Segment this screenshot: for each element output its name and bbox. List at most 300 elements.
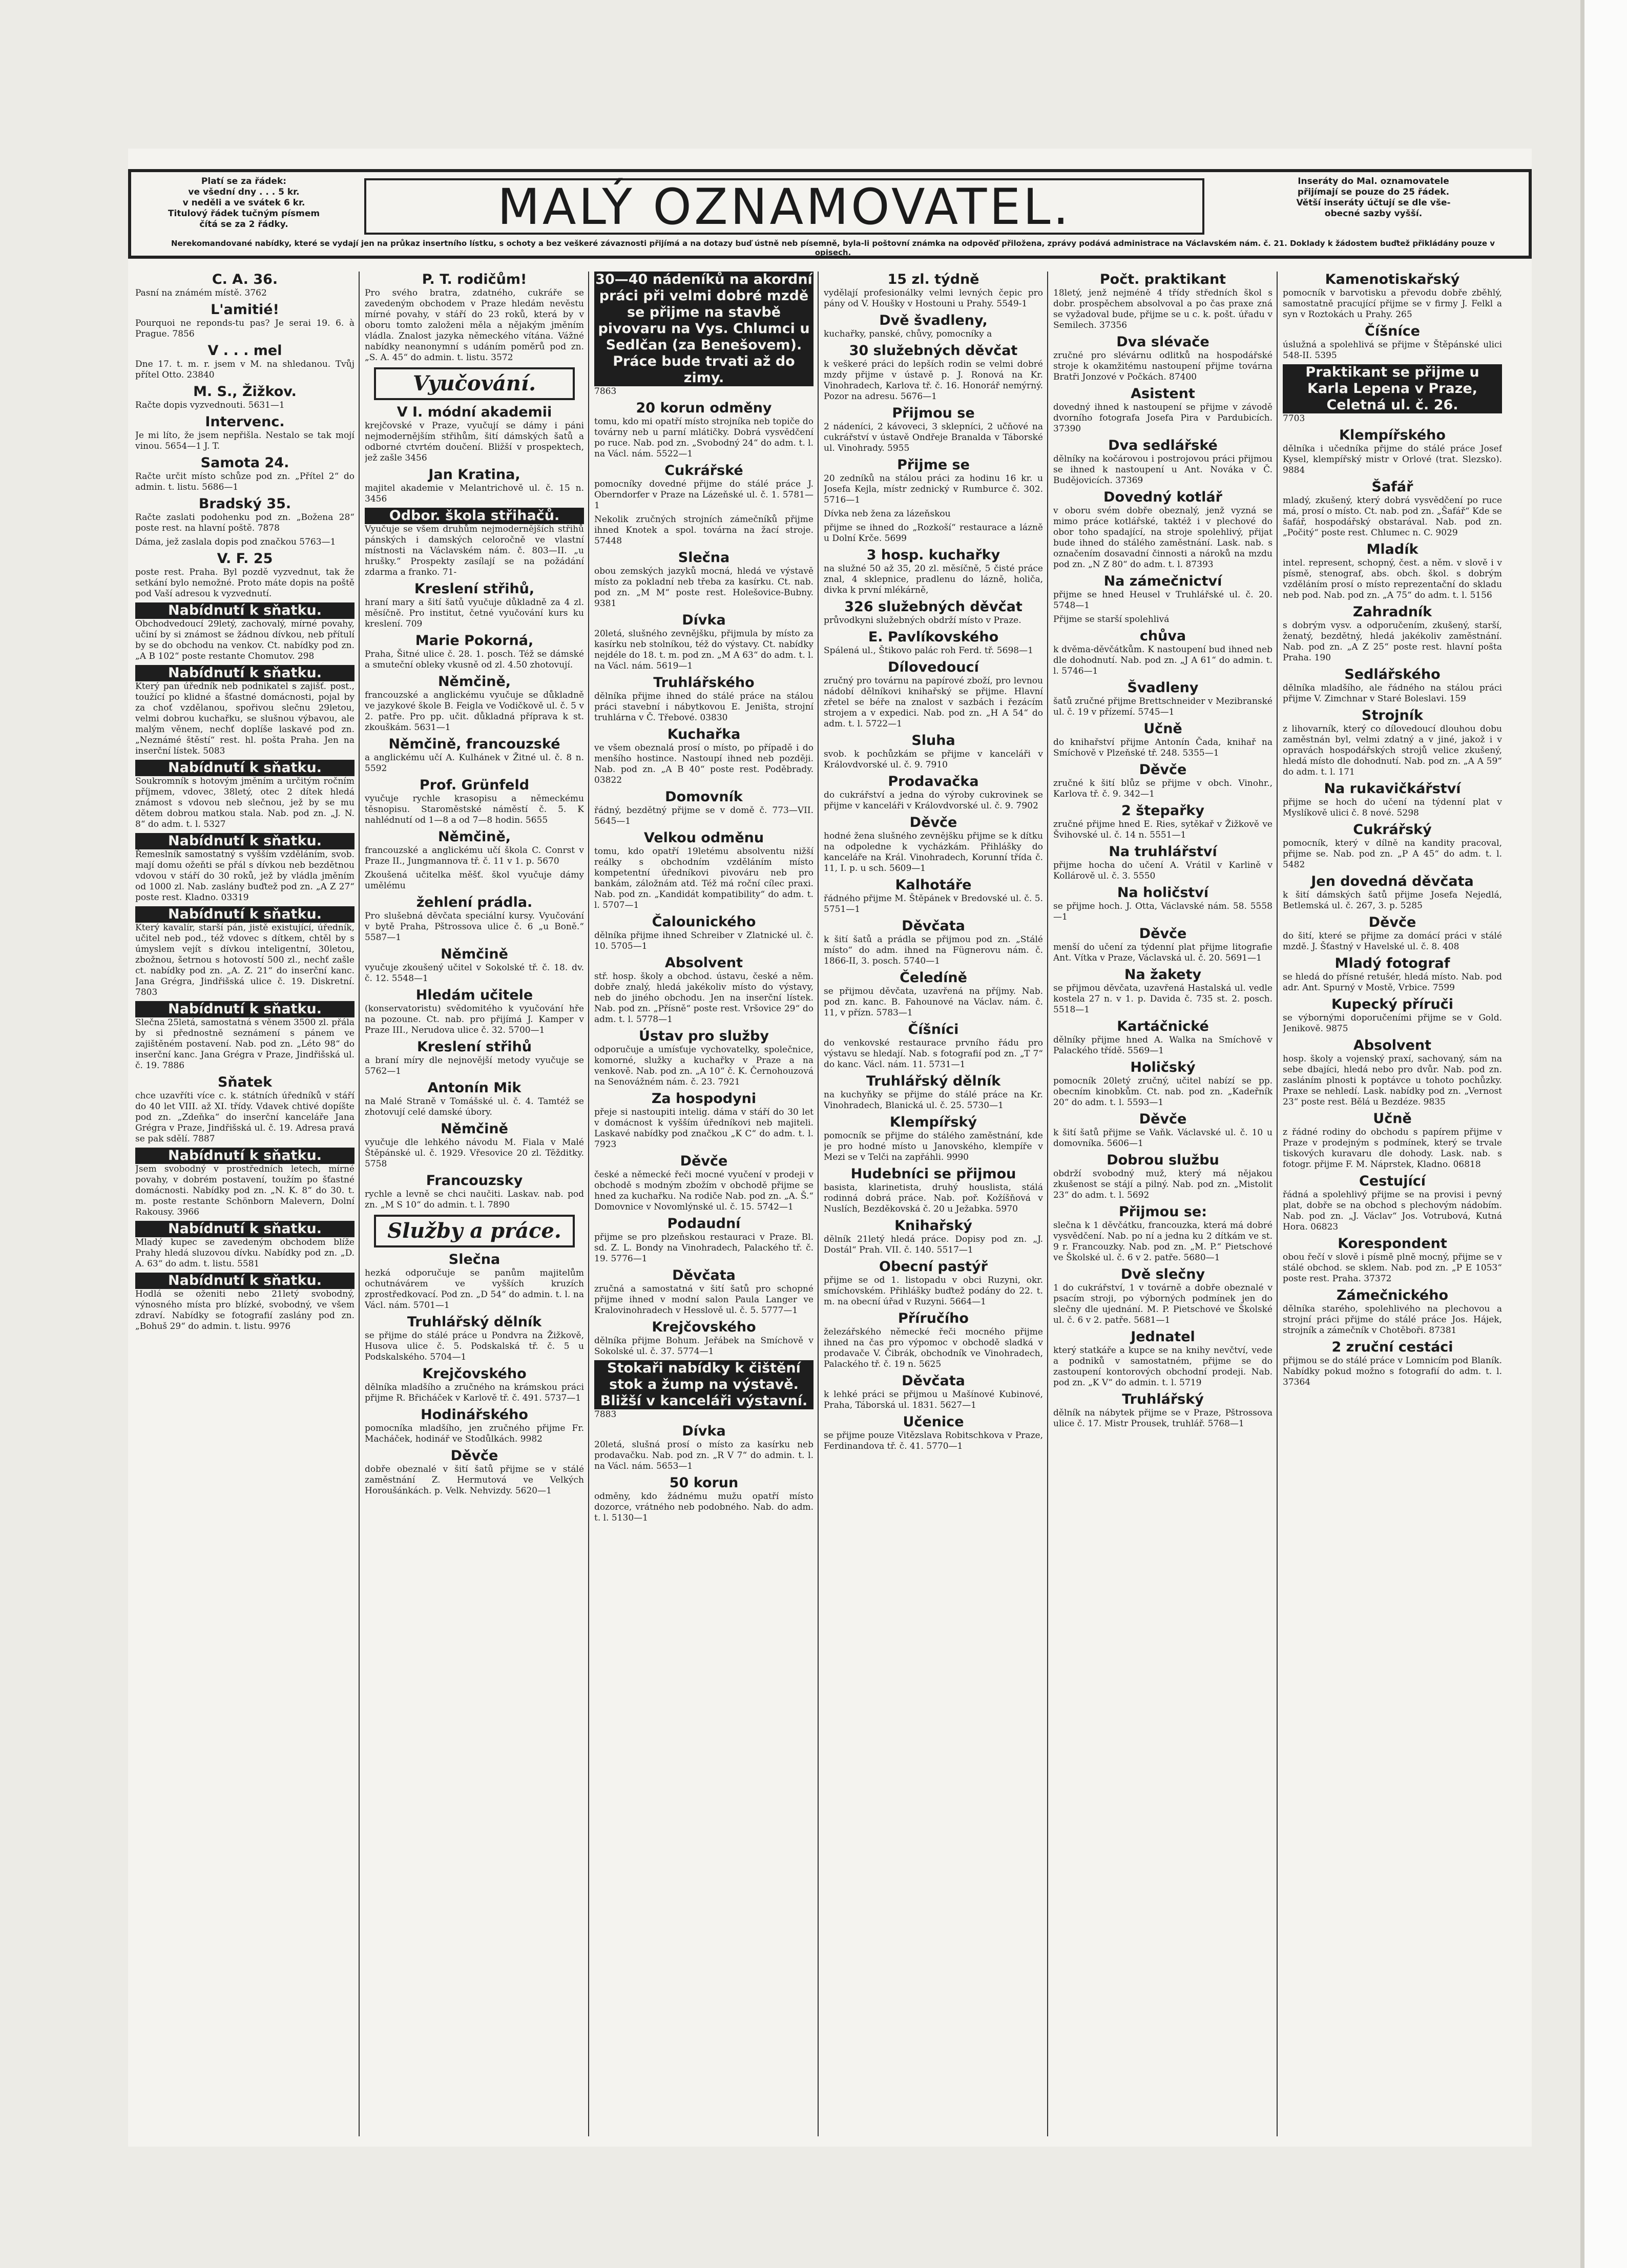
ad-heading: Přijmou se:	[1118, 1204, 1207, 1220]
classified-ad	[824, 877, 1043, 915]
ad-text: Nekolik zručných strojních zámečníků přijme ihned Knotek a spol. továrna na žací stroje. 57448	[594, 514, 814, 546]
ad-heading: Marie Pokorná,	[415, 633, 534, 649]
ad-heading: Na holičství	[1117, 885, 1209, 901]
ad-heading: Strojník	[1362, 708, 1423, 723]
ad-heading: Klempířského	[1339, 427, 1446, 443]
ad-text: z lihovarník, který co dílovedoucí dlouhou dobu zaměstnán byl, velmi zdatný a v jiné, jakož i v opravách hospodářských strojů velice zkušený, hledá místo dle dohodnutí. Nab. pod zn. „A A 59“ do adm. t. l. 171	[1283, 724, 1502, 777]
classified-ad	[1053, 967, 1273, 1015]
classified-ad	[135, 665, 354, 757]
classified-ad	[1283, 427, 1502, 476]
ad-heading: Dva sedlářské	[1108, 438, 1218, 453]
ad-text: pomocník, který v dílně na kandity pracoval, přijme se. Nab. pod zn. „P A 45“ do adm. t. l. 5482	[1283, 838, 1502, 870]
ad-text: 7883	[594, 1409, 617, 1420]
ad-text: intel. represent, schopný, čest. a něm. v slově i v písmě, stenograf, abs. obch. škol. s dobrým vzděláním prosí o místo reprezentační do skladu neb pod. Nab. pod zn. „A 75“ do adm. t. l. 5156	[1283, 558, 1502, 600]
ad-heading: Němčině	[441, 1121, 508, 1137]
ad-heading: Truhlářský dělník	[866, 1073, 1001, 1089]
classified-ad	[1283, 479, 1502, 538]
ad-text: rychle a levně se chci naučiti. Laskav. nab. pod zn. „M S 10“ do admin. t. l. 7890	[365, 1189, 584, 1210]
classified-ad	[824, 815, 1043, 874]
ad-heading: Zámečnického	[1336, 1287, 1449, 1303]
ad-heading: Kreslení střihů,	[414, 581, 535, 597]
ad-heading: Přijme se	[897, 457, 970, 473]
ad-heading: Děvče	[1139, 926, 1187, 942]
classified-ad	[824, 970, 1043, 1018]
classified-ad	[365, 870, 584, 891]
ad-heading: Sluha	[911, 733, 955, 748]
ad-heading: Francouzsky	[426, 1173, 523, 1189]
ad-text: přijmou se do stálé práce v Lomnicím pod Blaník. Nabídky pokud možno s fotografií do adm. t. l. 37364	[1283, 1356, 1502, 1387]
ad-text: vyučuje rychle krasopisu a německému těsnopisu. Staroměstské náměstí č. 5. K nahlédnutí od 1—8 a od 7—8 hodin. 5655	[365, 794, 584, 825]
classified-ad	[1283, 955, 1502, 993]
ad-text: dělníka přijme ihned Schreiber v Zlatnické ul. č. 10. 5705—1	[594, 930, 814, 951]
ad-heading: Ústav pro služby	[639, 1028, 769, 1044]
ad-text: stř. hosp. školy a obchod. ústavu, české a něm. dobře znalý, hledá jakékoliv místo do výstavy, neb do jiného obchodu. Jen na inserční lístek. Nab. pod zn. „Přísně“ poste rest. Vršovice 29“ do adm. t. l. 5778—1	[594, 971, 814, 1025]
ad-heading: Hledám učitele	[415, 987, 533, 1003]
ad-heading: Hodinářského	[421, 1407, 528, 1423]
classified-ad	[135, 455, 354, 493]
ad-heading: Bradský 35.	[198, 496, 291, 512]
ad-text: se přijme hoch. J. Otta, Václavské nám. 58. 5558—1	[1053, 901, 1273, 922]
ad-heading: Hudebníci se přijmou	[850, 1166, 1016, 1182]
ad-text: Soukromník s hotovým jměním a určitým ročním příjmem, vdovec, 38letý, otec 2 dítek hledá známost s vdovou neb slečnou, jež by se mu dětem dobrou matkou stala. Nab. pod zn. „J. N. 8“ do adm. t. l. 5327	[135, 776, 354, 829]
ad-text: Zkoušená učitelka měšť. škol vyučuje dámy umělému	[365, 870, 584, 891]
column-divider	[588, 272, 589, 2136]
ad-text: železářského německé řeči mocného přijme ihned na čas pro výpomoc v obchodě sladká v prodavače V. Čibrák, obchodník ve Vinohradech, Palackého tř. č. 19 n. 5625	[824, 1327, 1043, 1369]
ad-text: Který kavalír, starší pán, jistě existující, úředník, učitel neb pod., též vdovec s dítkem, chtěl by s úmyslem vejít s dívkou inteligentní, 30letou, zbožnou, šetrnou s hotovostí 500 zl., nechť zašle ct. nabídky pod zn. „A. Z. 21“ do inserční kanc. Jana Grégra, Jindřišská ulice č. 19. Diskretní. 7803	[135, 923, 354, 997]
ad-heading: Knihařský	[894, 1218, 972, 1234]
ad-heading: Slečna	[448, 1252, 500, 1267]
ad-text: úslužná a spolehlivá se přijme v Štěpánské ulici 548-II. 5395	[1283, 340, 1502, 361]
ad-heading: Děvčata	[902, 1373, 965, 1389]
ad-heading: Klempířský	[889, 1114, 977, 1130]
classified-ad	[1053, 438, 1273, 486]
ad-text: mladý, zkušený, který dobrá vysvědčení po ruce má, prosí o místo. Ct. nab. pod zn. „Šafář“ Kde se šafář, hospodářský obstarával. Nab. pod zn. „Počitý“ poste rest. Chlumec n. C. 9029	[1283, 495, 1502, 538]
classified-ad	[365, 777, 584, 826]
classified-ad	[1283, 708, 1502, 778]
ad-heading: Kupecký příruči	[1331, 996, 1453, 1012]
ad-text: menší do učení za týdenní plat přijme litografie Ant. Vítka v Praze, Václavská ul. č. 20. 5691—1	[1053, 942, 1273, 963]
ad-heading: Mladý fotograf	[1334, 955, 1450, 971]
ad-text: se přijmou děvčata, uzavřená Hastalská ul. vedle kostela 27 n. v 1. p. Davida č. 735 st. 2. posch. 5518—1	[1053, 983, 1273, 1015]
ad-text: pomocník 20letý zručný, učitel nabízí se pp. obecním kinobkům. Ct. nab. pod zn. „Kadeřník 20“ do adm. t. l. 5593—1	[1053, 1076, 1273, 1108]
ad-heading: Děvče	[1139, 762, 1187, 778]
ad-text: pomocníka mladšího, jen zručného přijme Fr. Macháček, hodinář ve Stodůlkách. 9982	[365, 1423, 584, 1444]
classified-ad	[594, 675, 814, 723]
ad-text: tomu, kdo mi opatří místo strojníka neb topiče do továrny neb u parní mlátičky. Dobrá vysvědčení po ruce. Nab. pod zn. „Svobodný 24“ do adm. t. l. na Václ. nám. 5522—1	[594, 417, 814, 459]
classified-ad	[594, 1216, 814, 1264]
classified-ad	[1283, 996, 1502, 1034]
ad-text: dělníky přijme hned A. Walka na Smíchově v Palackého třídě. 5569—1	[1053, 1035, 1273, 1056]
ad-heading: 50 korun	[669, 1475, 739, 1491]
ad-text: slečna k 1 děvčátku, francouzka, která má dobré vysvědčení. Nab. po ní a jedna ku 2 dítkám ve st. 9 r. Francouzky. Nab. pod zn. „M. P.“ Pietschové ve Školské ul. č. 6 v 2. patře. 5680—1	[1053, 1220, 1273, 1263]
classified-ad	[594, 830, 814, 911]
classified-ad	[1053, 1018, 1273, 1056]
classified-ad	[1053, 885, 1273, 923]
classified-ad	[365, 946, 584, 984]
ad-text: dělník na nábytek přijme se v Praze, Pštrossova ulice č. 17. Mistr Prousek, truhlář. 5768—1	[1053, 1408, 1273, 1429]
ad-text: se přijme do stálé práce u Pondvra na Žižkově, Husova ulice č. 5. Podskalská tř. č. 5 u Podskalského. 5704—1	[365, 1330, 584, 1362]
ad-heading: Cestující	[1359, 1173, 1426, 1189]
ad-text: Dáma, jež zaslala dopis pod značkou 5763—1	[135, 537, 336, 547]
ad-text: pomocníky dovedné přijme do stálé práce J. Oberndorfer v Praze na Lázeňské ul. č. 1. 5781—1	[594, 479, 814, 511]
classified-ad	[594, 1475, 814, 1524]
ad-heading: Nabídnutí k sňatku.	[135, 833, 354, 849]
classified-ad	[365, 1448, 584, 1496]
ad-heading: Počt. praktikant	[1099, 272, 1226, 287]
ad-text: dělníka i učedníka přijme do stálé práce Josef Kysel, klempířský mistr v Orlové (trat. Slezsko). 9884	[1283, 444, 1502, 475]
classified-ad	[135, 906, 354, 998]
classified-ad	[824, 774, 1043, 812]
classified-ad	[824, 1373, 1043, 1411]
classified-ad	[365, 581, 584, 630]
ad-heading: V I. módní akademii	[397, 404, 552, 420]
ad-heading: Domovník	[665, 789, 743, 805]
ad-text: hraní mary a šití šatů vyučuje důkladně za 4 zl. měsíčně. Pro institut, četné vyučování kurs ku kreslení. 709	[365, 597, 584, 629]
classified-ad	[824, 457, 1043, 506]
ad-heading: Holičský	[1130, 1059, 1196, 1075]
ad-text: francouzské a anglickému učí škola C. Conrst v Praze II., Jungmannova tř. č. 11 v 1. p. 5670	[365, 845, 584, 866]
ad-text: k lehké práci se přijmou u Mašínové Kubinové, Praha, Táborská ul. 1831. 5627—1	[824, 1389, 1043, 1410]
ad-text: a anglickému učí A. Kulhánek v Žitné ul. č. 8 n. 5592	[365, 753, 584, 774]
masthead	[128, 169, 1532, 259]
ad-heading: Za hospodyni	[651, 1091, 757, 1107]
ad-heading: Švadleny	[1127, 680, 1199, 696]
classified-ad	[365, 467, 584, 505]
ad-text: 7863	[594, 386, 617, 397]
classified-ad	[594, 726, 814, 786]
ad-text: Jsem svobodný v prostředních letech, mírné povahy, v dobrém postavení, toužím po šťastné domácnosti. Nabídky pod zn. „N. K. 8“ do 30. t. m. poste restante Schönborn Malevern, Dolní Rakousy. 3966	[135, 1164, 354, 1217]
classified-ad	[1283, 1111, 1502, 1170]
ad-text: k šití šatů a prádla se přijmou pod zn. „Stálé místo“ do adm. ihned na Fügnerovu nám. č. 1866-II, 3. posch. 5740—1	[824, 934, 1043, 966]
ad-text: přijme se pro plzeňskou restauraci v Praze. Bl. sd. Z. L. Bondy na Vinohradech, Palackého tř. č. 19. 5776—1	[594, 1232, 814, 1264]
ad-heading: Prof. Grünfeld	[419, 777, 530, 793]
ad-text: se přijmou děvčata, uzavřená na příjmy. Nab. pod zn. kanc. B. Fahounové na Václav. nám. č. 11, v přízn. 5783—1	[824, 986, 1043, 1018]
ad-heading: Krejčovského	[652, 1319, 756, 1335]
classified-ad	[824, 1414, 1043, 1452]
classified-ad	[135, 414, 354, 452]
classified-ad	[824, 599, 1043, 626]
classified-ad	[1283, 1173, 1502, 1233]
ad-heading: Mladík	[1366, 542, 1419, 557]
classified-ad	[1283, 667, 1502, 704]
classified-ad	[1053, 721, 1273, 759]
classified-ad	[1053, 1391, 1273, 1429]
ad-heading: Nabídnutí k sňatku.	[135, 665, 354, 681]
ad-heading: chůva	[1139, 628, 1186, 644]
classified-ad	[1053, 1329, 1273, 1388]
ad-heading: 2 zruční cestáci	[1331, 1339, 1453, 1355]
classified-ad	[594, 1091, 814, 1150]
classified-ad	[1053, 680, 1273, 718]
classified-ad	[1053, 1266, 1273, 1326]
ad-text: se výbornými doporučeními přijme se v Gold. Jenikově. 9875	[1283, 1013, 1502, 1034]
classified-ad	[594, 955, 814, 1025]
ad-heading: Dovedný kotlář	[1103, 489, 1222, 505]
masthead-note: Nerekomandované nabídky, které se vydají jen na průkaz insertního lístku, s ochoty a bez veškeré závaznosti přijímá a na dotazy buď ústně neb písemně, byla-li poštovní známka na odpověď přiložena, zprávy podává administrace na Václavském nám. č. 21. Doklady k žádostem buďtež přikládány pouze v opisech.	[171, 239, 1495, 257]
classified-ad	[1053, 386, 1273, 434]
ad-heading: Jan Kratina,	[428, 467, 520, 483]
ad-text: na Malé Straně v Tomášské ul. č. 4. Tamtéž se zhotovují celé damské úbory.	[365, 1096, 584, 1117]
ad-text: dělníka mladšího a zručného na krámskou práci přijme R. Břicháček v Karlově tř. č. 491. 5737—1	[365, 1382, 584, 1403]
classified-ad	[365, 1039, 584, 1077]
classified-ad	[1283, 781, 1502, 819]
ad-text: 1 do cukrářství, 1 v továrně a dobře obeznalé v psacím stroji, po výborných podmínek jen do slečny dle ujednání. M. P. Pietschové ve Školské ul. č. 6 v 2. patře. 5681—1	[1053, 1283, 1273, 1325]
column-divider	[359, 272, 360, 2136]
classified-ad	[824, 733, 1043, 771]
ad-heading: Čalounického	[652, 914, 756, 930]
ad-text: zručný pro továrnu na papírové zboží, pro levnou nádobí dělníkovi knihařský se přijme. Hlavní zřetel se béře na znalost v sazbách i řezácím strojem a v expedici. Nab. pod zn. „H A 54“ do adm. t. l. 5722—1	[824, 676, 1043, 729]
classified-ad	[1283, 1339, 1502, 1388]
ad-heading: V . . . mel	[207, 343, 282, 359]
ad-heading: Dívka	[682, 612, 726, 628]
ad-text: 20letá, slušná prosí o místo za kasírku neb prodavačku. Nab. pod zn. „R V 7“ do admin. t. l. na Václ. nám. 5653—1	[594, 1440, 814, 1471]
ad-text: krejčovské v Praze, vyučují se dámy i páni nejmodernějším střihům, šití dámských šatů a odborné ctvrtém doučení. Bližší v prospektech, jež zašle 3456	[365, 421, 584, 463]
ad-text: k dvěma-děvčátkům. K nastoupení bud ihned neb dle dohodnutí. Nab. pod zn. „J A 61“ do admin. t. l. 5746—1	[1053, 644, 1273, 676]
classified-ad	[824, 659, 1043, 730]
classified-ad	[1053, 1152, 1273, 1201]
classified-ad	[1053, 614, 1273, 625]
ad-heading: Samota 24.	[200, 455, 289, 471]
classified-ad	[824, 509, 1043, 519]
ad-text: hosp. školy a vojenský praxí, sachovaný, sám na sebe dbajíci, hledá nebo pro dvůr. Nab. pod zn. zasláním plnosti k poptávce u tohoto pochůzky. Praxe se nehledí. Lask. nabídky pod zn. „Vernost 23“ poste rest. Bělá u Bezdéze. 9835	[1283, 1054, 1502, 1107]
classified-ad	[135, 537, 354, 548]
classified-ad	[135, 1001, 354, 1071]
ad-text: francouzské a anglickému vyučuje se důkladně ve jazykové škole B. Feigla ve Vodičkově ul. č. 5 v 2. patře. Pro pp. učit. důkladná příprava k st. zkouškám. 5631—1	[365, 690, 584, 733]
ad-heading: Dvě švadleny,	[879, 313, 988, 328]
classified-ad	[824, 1310, 1043, 1370]
classified-ad	[594, 514, 814, 547]
classified-ad	[824, 1259, 1043, 1307]
ad-text: Račte zaslati podohenku pod zn. „Božena 28“ poste rest. na hlavní poště. 7878	[135, 512, 354, 533]
ad-heading: Děvče	[680, 1153, 728, 1169]
ad-heading: C. A. 36.	[212, 272, 278, 287]
classified-ad	[135, 343, 354, 381]
classified-ad	[1053, 573, 1273, 611]
classified-ad	[135, 496, 354, 534]
classified-ad	[1053, 1204, 1273, 1263]
ad-text: Pasní na známém místě. 3762	[135, 288, 267, 298]
ad-text: české a německé řeči mocné vyučení v prodeji v obchodě s modným zbožím v obchodě přijme se hned za kuchařku. Na rodiče Nab. pod zn. „A. Š.“ Domovnice v Novomlýnské ul. č. 15. 5742—1	[594, 1170, 814, 1212]
classified-ad	[135, 551, 354, 599]
ad-heading: Sňatek	[217, 1074, 273, 1090]
ad-heading: Jen dovedná děvčata	[1311, 873, 1474, 889]
scan-margin	[1584, 0, 1627, 2268]
ad-text: Hodlá se oženiti nebo 21letý svobodný, výnosného místa pro blízké, svobodný, ve všem zdraví. Nabídky se fotografií zaslány pod zn. „Bohuš 29“ do admin. t. listu. 9976	[135, 1289, 354, 1331]
classified-ad	[824, 1166, 1043, 1215]
ad-text: Slečna 25letá, samostatná s věnem 3500 zl. přála by si přednostně seznámení s pánem ve zajištěném postavení. Nab. pod zn. „Léto 98“ do inserční kanc. Jana Grégra v Praze, Jindřišská ul. č. 19. 7886	[135, 1017, 354, 1071]
ad-heading: Přijmou se	[892, 405, 975, 421]
ad-text: s dobrým vysv. a odporučením, zkušený, starší, ženatý, bezdětný, hledá jakékoliv zaměstnání. Nab. pod zn. „A Z 25“ poste rest. hlavní pošta Praha. 190	[1283, 620, 1502, 663]
classified-ad	[365, 1252, 584, 1311]
ad-text: vyučuje dle lehkého návodu M. Fiala v Malé Štěpánské ul. č. 1929. Vřesovice 20 zl. Těžditky. 5758	[365, 1137, 584, 1169]
ad-text: dobře obeznalé v šití šatů přijme se v stálé zaměstnání Z. Hermutová ve Velkých Horoušánkách. p. Velk. Nehvizdy. 5620—1	[365, 1464, 584, 1496]
ad-heading: Nabídnutí k sňatku.	[135, 602, 354, 619]
price-box: Platí se za řádek: ve všední dny . . . 5 kr. v neděli a ve svátek 6 kr. Titulový řádek tučným písmem čítá se za 2 řádky.	[168, 176, 320, 230]
ad-heading: 2 štepařky	[1121, 803, 1204, 819]
ad-heading: Učně	[1143, 721, 1182, 737]
classified-ad	[365, 829, 584, 867]
classified-ad	[824, 1114, 1043, 1163]
classified-ad	[594, 1319, 814, 1357]
ad-heading: P. T. rodičům!	[422, 272, 527, 287]
ad-heading: Sedlářského	[1344, 667, 1441, 682]
ad-text: v oboru svém dobře obeznalý, jenž vyzná se mimo práce kotlářské, taktéž i v plechové do obor toho spadající, na stroje spolehlivý, přijat bude ihned do stálého zaměstnání. Lask. nab. s označením dosavadní činnosti a nároků na mzdu pod zn. „N Z 80“ do adm. t. l. 87393	[1053, 506, 1273, 570]
ad-text: Obchodvedoucí 29letý, zachovalý, mírné povahy, učiní by si známost se žádnou dívkou, neb přítulí by se do obchodu na venkov. Ct. nabídky pod zn. „A B 102“ poste restante Chomutov. 298	[135, 619, 354, 661]
classified-ad	[135, 1221, 354, 1270]
ad-text: svob. k pochůzkám se přijme v kanceláři v Královdvorské ul. č. 9. 7910	[824, 749, 1043, 770]
ad-text: se hledá do přísné retušér, hledá místo. Nab. pod adr. Ant. Spurný v Mostě, Vrbice. 7599	[1283, 972, 1502, 993]
ad-heading: Kuchařka	[667, 726, 741, 742]
ad-text: řádná a spolehlivý přijme se na provisi i pevný plat, dobře se na obchod s plechovým nádobím. Nab. pod zn. „J. Václav“ Jos. Votrubová, Kutná Hora. 06823	[1283, 1190, 1502, 1232]
title-box	[364, 178, 1204, 235]
ad-heading: E. Pavlíkovského	[868, 629, 999, 645]
classified-ad	[1053, 628, 1273, 677]
classified-ad	[365, 1173, 584, 1211]
classified-ad	[594, 789, 814, 827]
ad-heading: Nabídnutí k sňatku.	[135, 1273, 354, 1289]
ad-heading: Stokaři nabídky k čištění stok a žump na výstavě. Bližší v kanceláři výstavní.	[594, 1360, 814, 1409]
ad-heading: žehlení prádla.	[416, 894, 533, 910]
column-divider	[1047, 272, 1048, 2136]
column-divider	[818, 272, 819, 2136]
column-1	[135, 272, 354, 2136]
classified-ad	[824, 523, 1043, 544]
ad-text: zručné k šití blůz se přijme v obch. Vinohr., Karlova tř. č. 9. 342—1	[1053, 778, 1273, 799]
classified-ad	[365, 1314, 584, 1363]
ad-heading: Děvčata	[672, 1267, 736, 1283]
ad-heading: Velkou odměnu	[643, 830, 764, 846]
ad-heading: Na žakety	[1124, 967, 1202, 983]
classified-ad	[1283, 1236, 1502, 1284]
ad-text: Dne 17. t. m. r. jsem v M. na shledanou. Tvůj přítel Otto. 23840	[135, 359, 354, 380]
ad-text: a braní míry dle nejnovější metody vyučuje se 5762—1	[365, 1055, 584, 1076]
ad-heading: Číšníce	[1365, 323, 1420, 339]
classified-ad	[1283, 1287, 1502, 1336]
ad-text: Přijme se starší spolehlivá	[1053, 614, 1170, 625]
ad-text: z řádné rodiny do obchodu s papírem přijme v Praze v prodejným s podmínek, který se trvale tiskových kuravaru dle dohody. Lask. nab. s fotogr. přijme F. M. Náprstek, Kladno. 06818	[1283, 1127, 1502, 1170]
classified-ad	[135, 272, 354, 299]
ad-text: Dívka neb žena za lázeňskou	[824, 509, 951, 519]
ad-text: ve všem obeznalá prosí o místo, po případě i do menšího hostince. Nastoupí ihned neb později. Nab. pod zn. „A B 40“ poste rest. Poděbrady. 03822	[594, 743, 814, 785]
classified-ad	[1283, 272, 1502, 320]
ad-heading: Příručího	[898, 1310, 969, 1326]
classified-ad	[1283, 542, 1502, 601]
ad-text: chce uzavříti více c. k. státních úředníků v stáří do 40 let VIII. až XI. třídy. Vdavek chtivé dopíšte pod zn. „Zdeňka“ do inserční kanceláře Jana Grégra v Praze, Jindřišská ul. č. 19. Adresa pravá se pak sdělí. 7887	[135, 1091, 354, 1144]
newspaper-page	[128, 149, 1532, 2147]
classified-ad	[1053, 1111, 1273, 1149]
ad-text: Vyučuje se všem druhům nejmodernějších střihů pánských i damských celoročně ve vlastní místnosti na Václavském nám. č. 803—II. „u hrušky.“ Prospekty zasílají se na požádání zdarma a franko. 71-	[365, 524, 584, 577]
classified-ad	[135, 1074, 354, 1145]
ad-heading: Antonín Mik	[427, 1080, 522, 1096]
ad-text: dělníka přijme ihned do stálé práce na stálou práci stavební i nábytkovou E. Jeništa, strojní truhlárna v Č. Třebové. 03830	[594, 691, 814, 723]
ad-text: přijme se hned Heusel v Truhlářské ul. č. 20. 5748—1	[1053, 590, 1273, 611]
column-2	[365, 272, 584, 2136]
ad-text: kuchařky, panské, chůvy, pomocníky a	[824, 329, 992, 339]
ad-text: přeje si nastoupiti intelig. dáma v stáří do 30 let v domácnost k vyšším úředníkovi neb majiteli. Laskavé nabídky pod značkou „K C“ do adm. t. l. 7923	[594, 1107, 814, 1150]
ad-text: na služné 50 až 35, 20 zl. měsíčně, 5 čisté práce znal, 4 sklepnice, pradlenu do lázně, holiča, divka k první mlékárně,	[824, 564, 1043, 595]
ad-heading: Dobrou službu	[1107, 1152, 1219, 1168]
ad-heading: Dva slévače	[1116, 334, 1209, 350]
ad-heading: Nabídnutí k sňatku.	[135, 906, 354, 923]
ad-heading: Na truhlářství	[1109, 844, 1217, 860]
ad-heading: Na rukavičkářství	[1324, 781, 1461, 797]
ad-heading: Děvče	[909, 815, 957, 830]
ad-text: řádného přijme M. Štěpánek v Bredovské ul. č. 5. 5751—1	[824, 893, 1043, 914]
ad-heading: Krejčovského	[422, 1366, 527, 1382]
ad-text: zručné přijme hned E. Ries, sytěkař v Žižkově ve Švihovské ul. č. 14 n. 5551—1	[1053, 819, 1273, 840]
classified-ad	[1053, 803, 1273, 841]
ad-text: dělníka starého, spolehlivého na plechovou a strojní práci přijme do stálé práce Jos. Hájek, strojník a zámečník v Chotěboři. 87381	[1283, 1304, 1502, 1336]
ad-text: do venkovské restaurace prvního řádu pro výstavu se hledají. Nab. s fotografií pod zn. „T 7“ do kanc. Václ. nám. 11. 5731—1	[824, 1038, 1043, 1070]
ad-heading: Nabídnutí k sňatku.	[135, 1001, 354, 1017]
ad-text: Račte dopis vyzvednouti. 5631—1	[135, 400, 285, 410]
ad-text: do cukrářství a jedna do výroby cukrovinek se přijme v kanceláři v Královdvorské ul. č. 9. 7902	[824, 790, 1043, 811]
ad-heading: Korespondent	[1338, 1236, 1447, 1252]
column-4	[824, 272, 1043, 2136]
ad-text: k veškeré práci do lepších rodin se velmi dobré mzdy přijme v ústavě p. J. Ronová na Kr. Vinohradech, Karlova tř. č. 16. Honorář nemýrný. Pozor na adresu. 5676—1	[824, 359, 1043, 402]
ad-heading: Cukrářský	[1353, 822, 1432, 838]
classified-ad	[135, 1148, 354, 1218]
classified-ad	[1283, 822, 1502, 870]
classified-ad	[1053, 844, 1273, 882]
ad-text: Spálená ul., Štikovo palác roh Ferd. tř. 5698—1	[824, 646, 1033, 656]
ad-text: obdrží svobodný muž, který má nějakou zkušenost se stájí a pilný. Nab. pod zn. „Mistolit 23“ do adm. t. l. 5692	[1053, 1169, 1273, 1200]
classified-ad	[594, 612, 814, 672]
classified-ad	[824, 1022, 1043, 1070]
ad-heading: Číšníci	[908, 1022, 959, 1037]
ad-text: Pourquoi ne reponds-tu pas? Je serai 19. 6. à Prague. 7856	[135, 318, 354, 339]
ad-heading: Truhlářského	[653, 675, 755, 691]
ad-heading: Kalhotáře	[895, 877, 972, 893]
classified-ad	[594, 914, 814, 952]
ad-text: Který pan úředník neb podnikatel s zajišť. post., toužící po klidné a šťastné domácnosti, pojal by za choť vzdělanou, spořivou slečnu 29letou, velmi dobrou kuchařku, se slušnou výbavou, ale malým věnem, nechť doplíše laskavé pod zn. „Neznámé štěstí“ rest. hl. pošta Praha. Jen na inserční lístek. 5083	[135, 681, 354, 756]
classified-ad	[824, 918, 1043, 967]
ad-text: odměny, kdo žádnému mužu opatří místo dozorce, vrátného neb podobného. Nab. do adm. t. l. 5130—1	[594, 1491, 814, 1523]
classified-ad	[365, 1366, 584, 1404]
ad-text: hezká odporučuje se panům majitelům ochutnávárem ve vyšších kruzích zprostředkovací. Pod zn. „D 54“ do admin. t. l. na Václ. nám. 5701—1	[365, 1268, 584, 1310]
ad-heading: Němčině	[441, 946, 508, 962]
classified-ad	[824, 1218, 1043, 1256]
ad-heading: V. F. 25	[217, 551, 273, 567]
classified-ad	[594, 1267, 814, 1316]
classified-ad	[135, 602, 354, 662]
ad-heading: L'amitié!	[211, 302, 279, 318]
ad-text: poste rest. Praha. Byl pozdě vyzvednut, tak že setkání bylo nemožné. Proto máte dopis na poště pod Vaší adresou k vyzvednutí.	[135, 567, 354, 599]
classified-ad	[594, 1423, 814, 1472]
classified-ad	[594, 272, 814, 397]
ad-text: pomocník v barvotisku a převodu dobře zběhlý, samostatně pracující přijme se v firmy J. Felkl a syn v Roztokách u Prahy. 265	[1283, 288, 1502, 320]
classified-ad	[594, 400, 814, 460]
ad-text: šatů zručné přijme Brettschneider v Mezibranské ul. č. 19 v přízemí. 5745—1	[1053, 696, 1273, 717]
ad-heading: 15 zl. týdně	[887, 272, 979, 287]
ad-heading: Němčině, francouzské	[388, 736, 560, 752]
classified-ad	[1283, 364, 1502, 424]
ad-heading: Kreslení střihů	[416, 1039, 532, 1055]
ad-text: pomocník se přijme do stálého zaměstnání, kde je pro hodné místo u Janovského, klempíře v Mezi se v Telči na zapřáhli. 9990	[824, 1131, 1043, 1162]
ad-text: dovedný ihned k nastoupení se přijme v závodě dvorního fotografa Josefa Pira v Pardubicích. 37390	[1053, 402, 1273, 434]
ad-text: Řemeslník samostatný s vyšším vzděláním, svob. mají domu ožeňti se přál s dívkou neb bezdětnou vdovou v stáří do 30 roků, jež by vládla jměním od 1000 zl. Nab. zaslány buďtež pod zn. „A Z 27“ poste rest. Kladno. 03319	[135, 849, 354, 903]
ad-heading: 3 hosp. kuchařky	[866, 547, 1000, 563]
ad-text: Račte určit místo schůze pod zn. „Přítel 2“ do admin. t. listu. 5686—1	[135, 471, 354, 492]
ad-heading: Praktikant se přijme u Karla Lepena v Praze, Celetná ul. č. 26.	[1283, 364, 1502, 413]
ad-text: řádný, bezdětný přijme se v domě č. 773—VII. 5645—1	[594, 805, 814, 826]
ad-text: basista, klarinetista, druhý houslista, stálá rodinná dobrá práce. Nab. poř. Kožíšňová v Nuslích, Bezděkovská č. 20 u Ježabka. 5970	[824, 1182, 1043, 1214]
classified-ad	[365, 674, 584, 733]
ad-heading: 30—40 nádeníků na akordní práci při velmi dobré mzdě se přijme na stavbě pivovaru na Vys. Chlumci u Sedlčan (za Benešovem). Práce bude trvati až do zimy.	[594, 272, 814, 386]
ad-heading: Slečna	[678, 550, 730, 566]
ad-heading: 326 služebných děvčat	[844, 599, 1023, 615]
ad-text: k šití dámských šatů přijme Josefa Nejedlá, Betlemská ul. č. 267, 3. p. 5285	[1283, 890, 1502, 911]
